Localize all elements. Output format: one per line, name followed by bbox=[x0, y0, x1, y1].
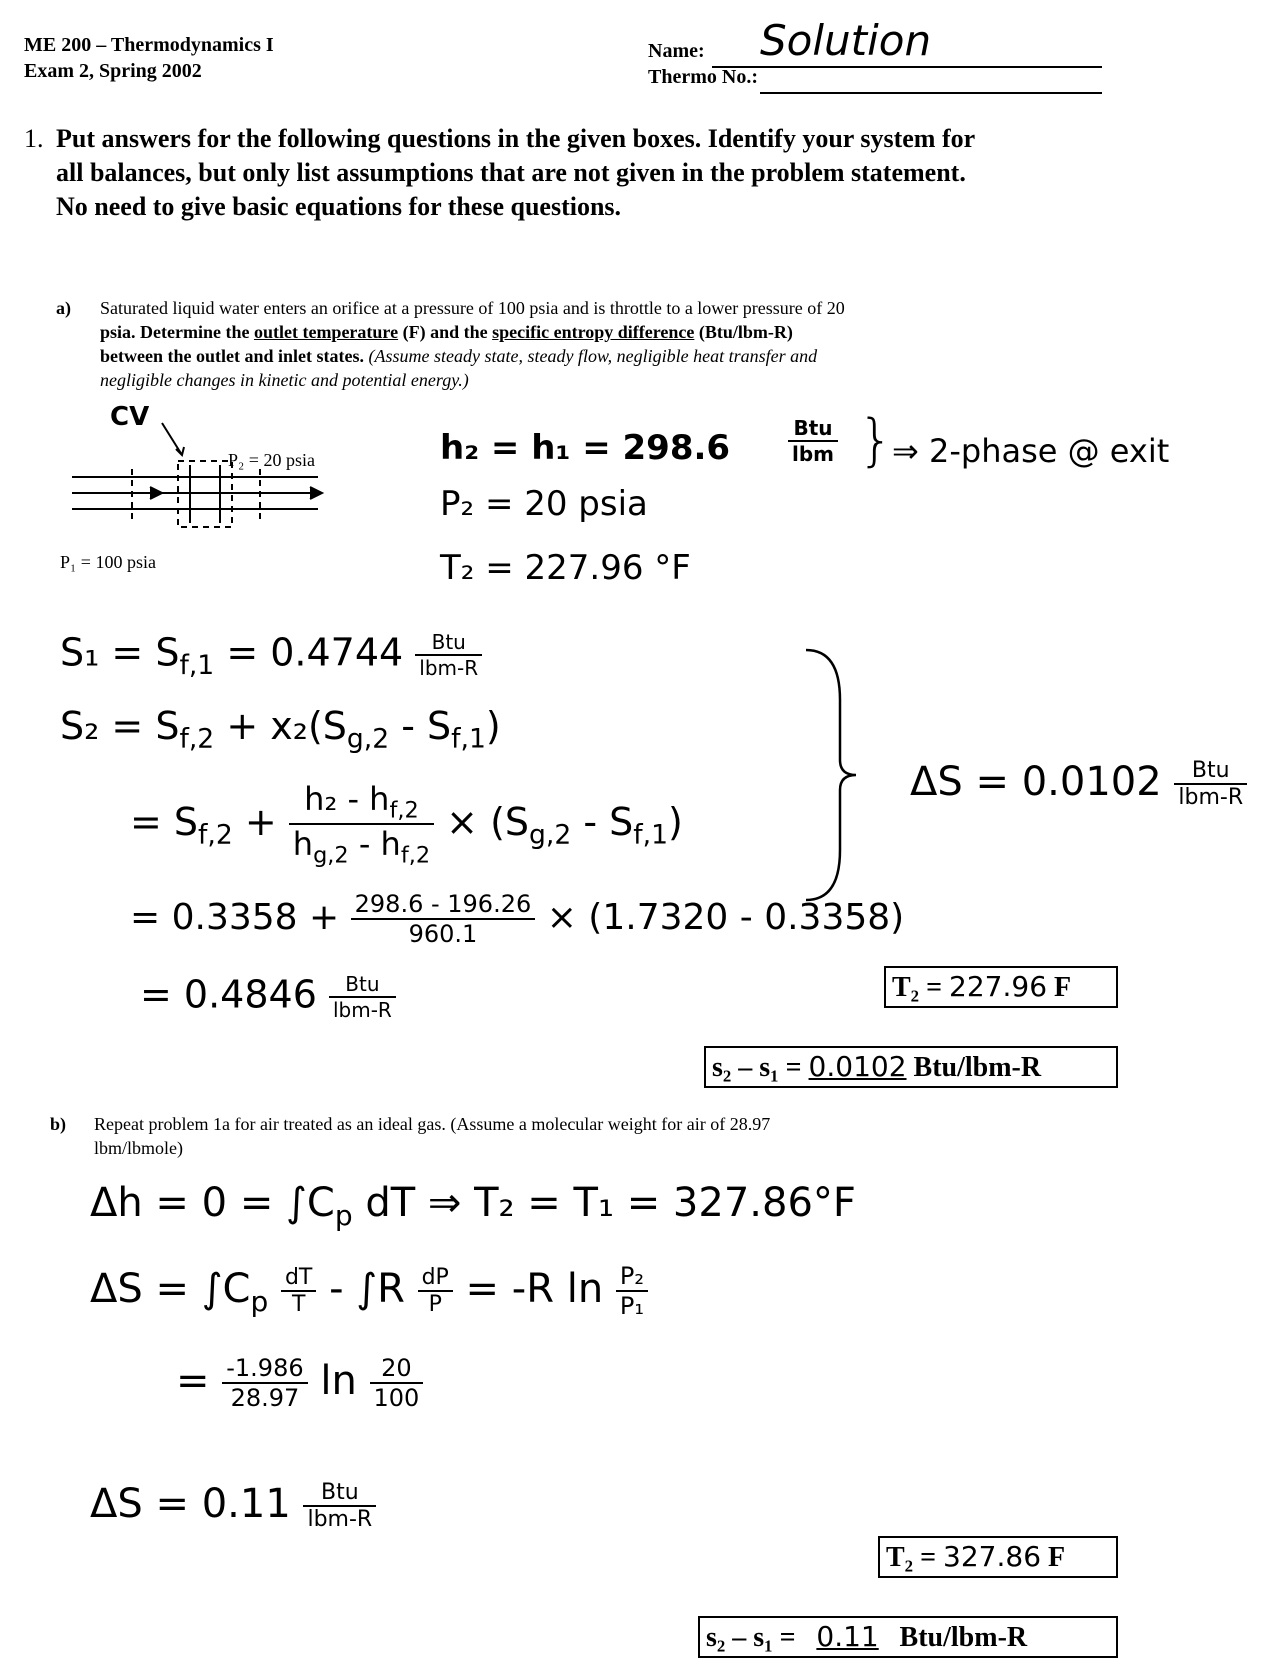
answer-box-b-t2: T₂ = 327.86 F bbox=[878, 1536, 1118, 1578]
part-a-text-line1: Saturated liquid water enters an orifice at a pressure of 100 psia and is throttle to a lower pressure of 20 bbox=[100, 298, 845, 318]
delta-s-line: ΔS = 0.0102 $\frac{\text{Btu}}{\text{lbm-R}}$ bbox=[910, 758, 1247, 810]
s2-line5: = 0.3358 + $\frac{298.6 - 196.26}{960.1}$ × (1.7320 - 0.3358) bbox=[130, 890, 905, 948]
part-a-text-line3: between the outlet and inlet states. (Assume steady state, steady flow, negligible heat transfer and bbox=[100, 346, 818, 366]
part-b-text-line1: Repeat problem 1a for air treated as an ideal gas. (Assume a molecular weight for air of 28.97 bbox=[94, 1114, 771, 1134]
answer-box-a-ds: s₂ – s₁ = 0.0102 Btu/lbm-R bbox=[704, 1046, 1118, 1088]
part-b-text-line2: lbm/lbmole) bbox=[94, 1138, 183, 1158]
part-b-result: ΔS = 0.11 $\frac{\text{Btu}}{\text{lbm-R}}$ bbox=[90, 1480, 376, 1532]
name-label: Name: bbox=[648, 40, 705, 62]
enthalpy-unit: $\frac{\text{Btu}}{\text{lbm}}$ bbox=[788, 416, 838, 466]
question-text-line3: No need to give basic equations for these questions. bbox=[56, 192, 622, 221]
pressure-line: P₂ = 20 psia bbox=[440, 484, 648, 524]
part-b-label: b) bbox=[50, 1114, 67, 1134]
part-a-label: a) bbox=[56, 298, 71, 318]
question-number: 1. bbox=[24, 124, 44, 153]
part-a-text-line4: negligible changes in kinetic and potential energy.) bbox=[100, 370, 469, 390]
part-b-line2: $\Delta S = \int C_p$ $\frac{dT}{T}$ - ∫R $\frac{dP}{P}$ = -R ln $\frac{\text{P₂}}{\text{P₁}}$ bbox=[90, 1262, 648, 1320]
temperature-line: T₂ = 227.96 °F bbox=[440, 548, 691, 588]
course-title: ME 200 – Thermodynamics I bbox=[24, 34, 274, 56]
large-brace bbox=[800, 640, 860, 910]
answer-box-a-t2: T₂ = 227.96 F bbox=[884, 966, 1118, 1008]
question-text-line2: all balances, but only list assumptions that are not given in the problem statement. bbox=[56, 158, 966, 187]
p2-label: P₂ = 20 psia bbox=[228, 450, 315, 470]
part-b-line1: $\Delta h = 0 = \int C_p$ dT ⇒ T₂ = T₁ = 327.86°F bbox=[90, 1180, 856, 1232]
s2-line3: = $S_{f,2}$ + $\frac{h_2 - h_{f,2}}{h_{g,2} - h_{f,2}}$ × $(S_{g,2} - S_{f,1})$ bbox=[130, 780, 683, 869]
two-phase-note: ⇒ 2-phase @ exit bbox=[892, 432, 1170, 470]
answer-box-b-ds: s₂ – s₁ = 0.11 Btu/lbm-R bbox=[698, 1616, 1118, 1658]
thermo-label: Thermo No.: bbox=[648, 66, 758, 88]
part-b-line3: = $\frac{-1.986}{28.97}$ ln $\frac{20}{100}$ bbox=[176, 1354, 423, 1412]
enthalpy-line: h₂ = h₁ = 298.6 bbox=[440, 428, 731, 468]
name-line bbox=[712, 66, 1102, 68]
question-text-line1: Put answers for the following questions in the given boxes. Identify your system for bbox=[56, 124, 976, 153]
part-a-text-line2: psia. Determine the outlet temperature (F) and the specific entropy difference (Btu/lbm-R) bbox=[100, 322, 793, 342]
p1-label: P₁ = 100 psia bbox=[60, 552, 156, 572]
throttle-diagram bbox=[60, 415, 340, 535]
cv-arrow bbox=[162, 423, 182, 455]
brace-small: } bbox=[858, 408, 894, 473]
s2-result: = 0.4846 $\frac{\text{Btu}}{\text{lbm-R}}$ bbox=[140, 972, 396, 1022]
cv-label: CV bbox=[110, 402, 150, 432]
s2-line1: $S_2 = S_{f,2} + x_2(S_{g,2} - S_{f,1})$ bbox=[60, 704, 501, 755]
name-value: Solution bbox=[760, 16, 932, 65]
thermo-line bbox=[760, 92, 1102, 94]
exam-title: Exam 2, Spring 2002 bbox=[24, 60, 202, 82]
s1-line: $S_1 = S_{f,1} = 0.4744$ $\frac{\text{Btu}}{\text{lbm-R}}$ bbox=[60, 630, 482, 681]
